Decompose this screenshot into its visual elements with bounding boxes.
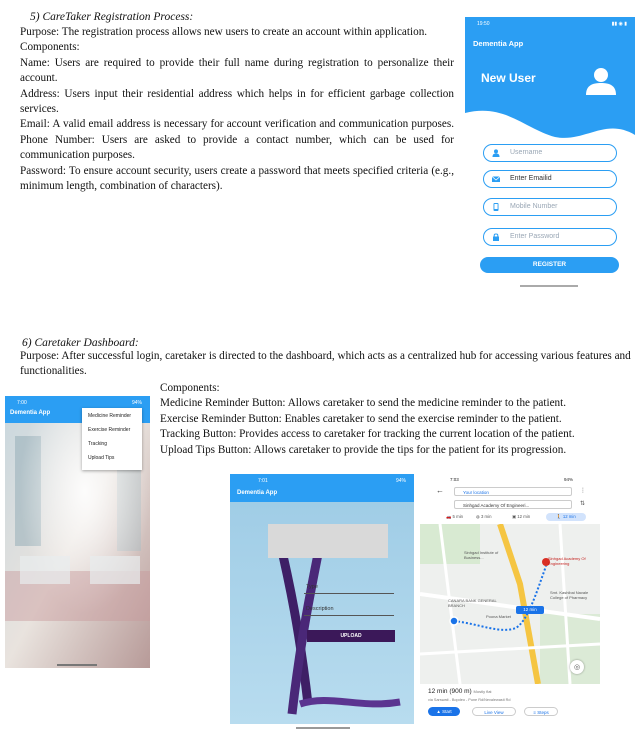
route-time-badge: 12 min — [516, 606, 544, 614]
app-title: Dementia App — [10, 410, 51, 416]
route-summary: 12 min (900 m) Mostly flat — [428, 688, 492, 695]
home-indicator — [57, 664, 97, 666]
status-time: 7:00 — [17, 400, 27, 406]
swap-icon[interactable]: ⇅ — [580, 501, 586, 507]
app-title: Dementia App — [473, 39, 524, 48]
steps-button[interactable]: ≡ Steps — [524, 707, 558, 716]
name-text: Name: Users are required to provide their full name during registration to personalize their account. — [20, 56, 454, 85]
type-input[interactable] — [304, 593, 394, 594]
status-time: 7:01 — [258, 478, 268, 484]
description-label: Description — [306, 606, 334, 612]
password-input[interactable] — [483, 228, 617, 246]
place-label: Smt. Kashibai Navale College of Pharmacy — [550, 590, 589, 600]
more-options-icon[interactable]: ⋮ — [580, 488, 586, 494]
status-time: 7:03 — [450, 477, 459, 482]
destination-input[interactable]: Sinhgad Academy Of Engineeri... — [454, 500, 572, 509]
status-battery: 94% — [395, 478, 406, 484]
back-arrow-icon[interactable]: ← — [436, 486, 444, 495]
mobile-input[interactable] — [483, 198, 617, 216]
origin-input[interactable]: Your location — [454, 487, 572, 496]
ribbon-background-image — [230, 474, 414, 724]
walk-mode[interactable]: 🚶 12 min — [546, 513, 586, 521]
start-button[interactable]: ▲ Start — [428, 707, 460, 716]
destination-marker-label: Sinhgad Academy Of Engineering — [548, 556, 586, 566]
transit-mode[interactable]: ▣ 12 min — [512, 514, 531, 519]
upload-button[interactable]: UPLOAD — [307, 630, 395, 642]
phone-icon — [492, 203, 500, 211]
car-mode[interactable]: 🚗 5 min — [446, 514, 464, 519]
home-indicator — [520, 285, 578, 287]
tracking-text: Tracking Button: Provides access to caretaker for tracking the current location of the patient. — [160, 428, 575, 441]
status-time: 19:50 — [477, 21, 490, 27]
username-placeholder: Username — [510, 149, 543, 156]
password-placeholder: Enter Password — [510, 233, 560, 240]
registration-screen — [465, 17, 635, 291]
image-placeholder[interactable] — [268, 524, 388, 558]
place-label: Poona Market — [486, 614, 511, 619]
status-battery: 94% — [564, 477, 574, 482]
person-icon — [492, 149, 500, 157]
components-label: Components: — [160, 382, 220, 394]
live-view-button[interactable]: Live View — [472, 707, 516, 716]
new-user-heading: New User — [481, 71, 536, 85]
menu-tracking[interactable]: Tracking — [88, 441, 107, 447]
exercise-text: Exercise Reminder Button: Enables caretaker to send the exercise reminder to the patient. — [160, 412, 562, 425]
username-input[interactable] — [483, 144, 617, 162]
status-battery: 94% — [131, 400, 142, 406]
status-icons: ▮▮ ◉ ▮ — [611, 21, 627, 27]
menu-exercise-reminder[interactable]: Exercise Reminder — [88, 427, 131, 433]
menu-upload-tips[interactable]: Upload Tips — [88, 455, 115, 461]
bike-mode[interactable]: ◍ 3 min — [476, 514, 492, 519]
upload-text: Upload Tips Button: Allows caretaker to provide the tips for the patient for its progression. — [160, 443, 567, 456]
mobile-placeholder: Mobile Number — [510, 203, 558, 210]
home-indicator — [296, 727, 350, 729]
email-placeholder: Enter Emailid — [510, 175, 552, 182]
type-label: Type — [306, 584, 318, 590]
password-text: Password: To ensure account security, users create a password that meets specified criteria (e.g., minimum length, combination of characters). — [20, 164, 454, 193]
medicine-text: Medicine Reminder Button: Allows caretaker to send the medicine reminder to the patient. — [160, 397, 567, 410]
recenter-icon[interactable]: ◎ — [570, 660, 584, 674]
register-button[interactable]: REGISTER — [480, 257, 619, 273]
section6-components — [160, 381, 630, 458]
menu-medicine-reminder[interactable]: Medicine Reminder — [88, 413, 132, 419]
components-label: Components: — [20, 41, 80, 54]
lock-icon — [492, 233, 500, 241]
app-title: Dementia App — [237, 490, 278, 496]
section5-heading: 5) CareTaker Registration Process: — [30, 11, 194, 23]
dashboard-screen — [5, 396, 150, 668]
section6-purpose: Purpose: After successful login, caretaker is directed to the dashboard, which acts as a centralized hub for accessing various features and functionalities. — [20, 350, 631, 378]
purpose-text: Purpose: The registration process allows new users to create an account within application. — [20, 26, 428, 38]
section6-heading: 6) Caretaker Dashboard: — [22, 337, 139, 349]
place-label: Sinhgad Institute of Business... — [464, 550, 499, 560]
description-input[interactable] — [304, 615, 394, 616]
map-screen — [420, 474, 600, 724]
upload-tips-screen — [230, 474, 414, 724]
mail-icon — [492, 175, 500, 183]
email-input[interactable] — [483, 170, 617, 188]
email-text: Email: A valid email address is necessary for account verification and communication purposes. Phone Number: Users are asked to provide a contact number, which can be used for communication purposes. — [20, 118, 454, 162]
list-icon: ≡ — [533, 710, 536, 715]
section5-body — [20, 25, 454, 194]
address-text: Address: Users input their residential address which helps in for efficient garbage collection services. — [20, 87, 454, 116]
overflow-menu — [82, 408, 142, 470]
route-via: via Sarswati - Bopdeo - Pune Rd/Nevalewasti Rd — [428, 698, 511, 702]
user-avatar-icon — [583, 67, 619, 97]
place-label: CANARA BANK GENERAL BRANCH — [448, 598, 497, 608]
navigation-icon: ▲ — [436, 709, 441, 714]
